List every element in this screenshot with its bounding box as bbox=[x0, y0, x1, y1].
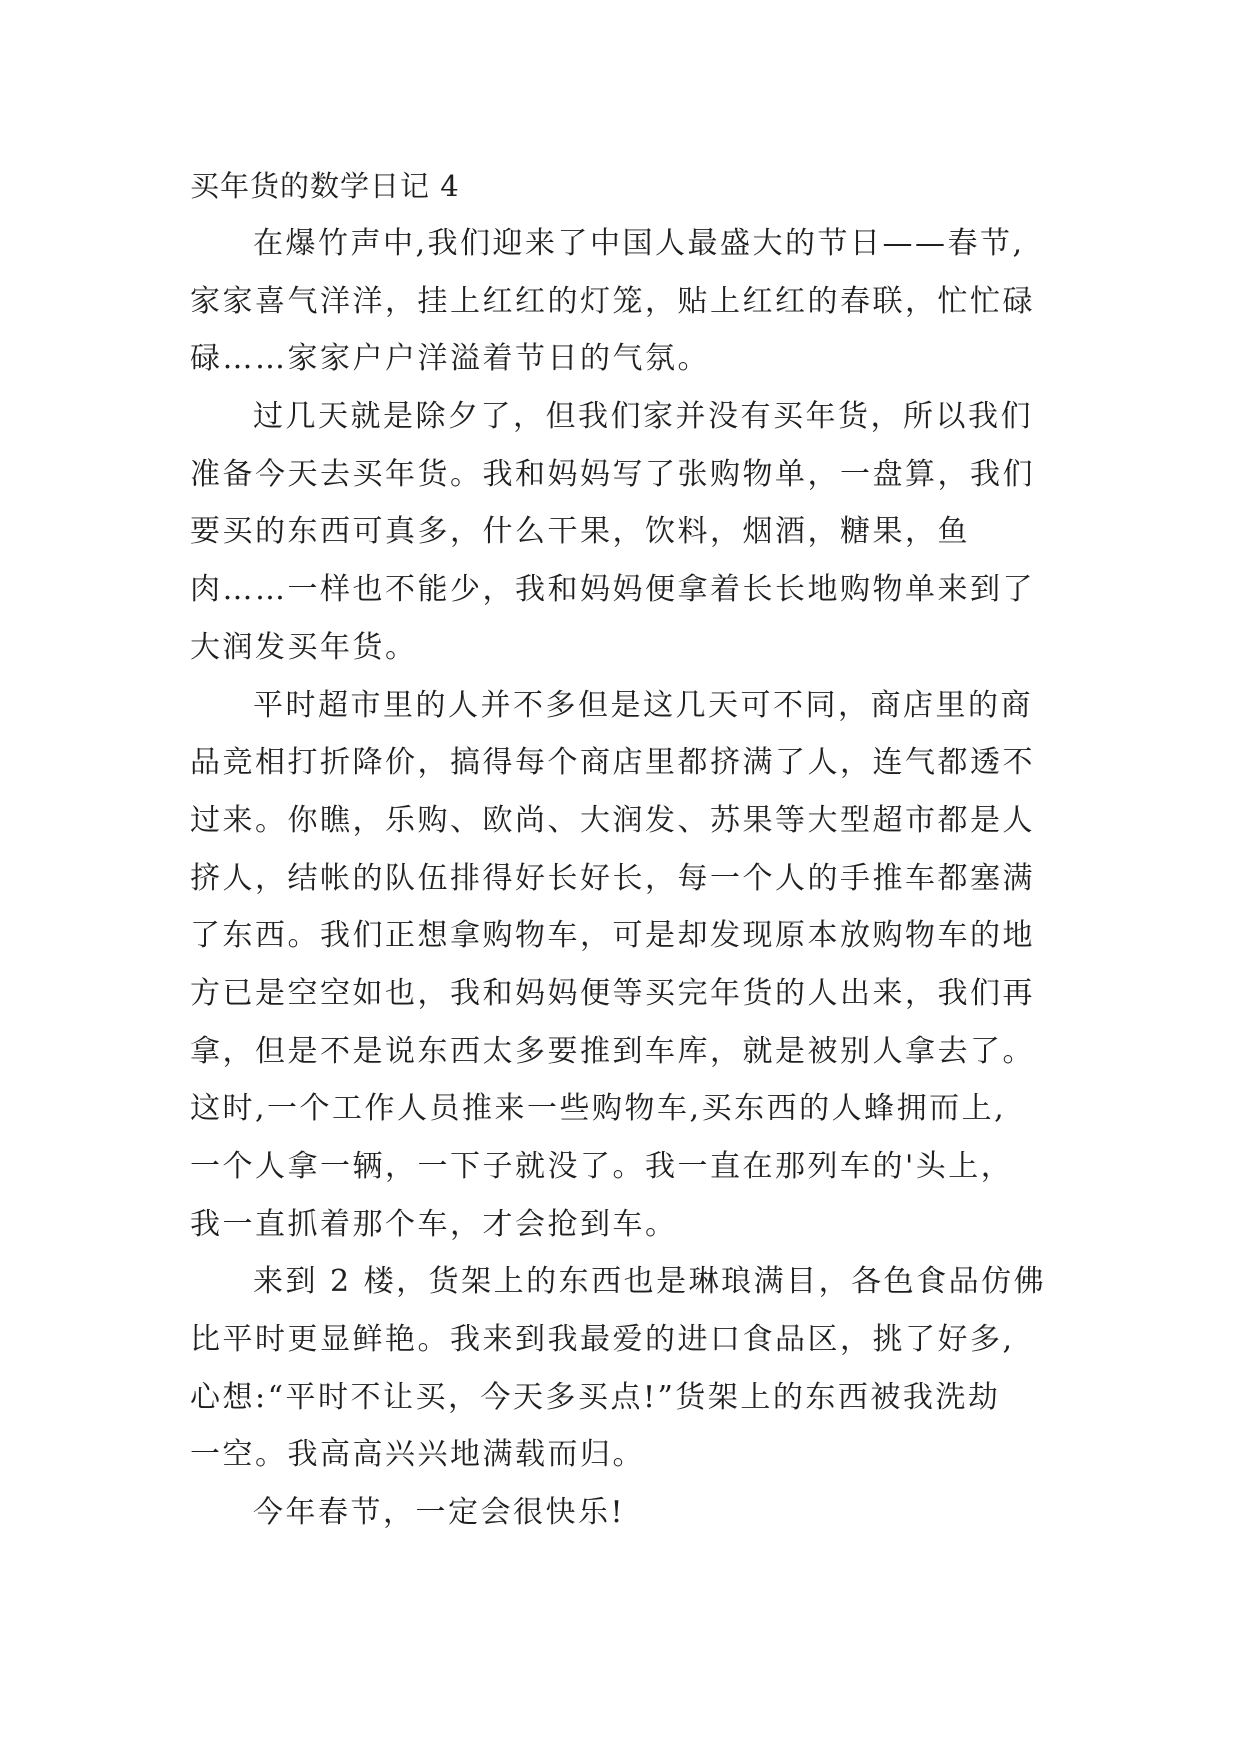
text-line: 来到 2 楼，货架上的东西也是琳琅满目，各色食品仿佛 bbox=[253, 1264, 1047, 1300]
document-body bbox=[190, 224, 1090, 1551]
text-line: 比平时更显鲜艳。我来到我最爱的进口食品区，挑了好多, bbox=[190, 1322, 1015, 1358]
text-line: 过几天就是除夕了，但我们家并没有买年货，所以我们 bbox=[253, 399, 1033, 435]
text-line: 碌……家家户户洋溢着节日的气氛。 bbox=[190, 341, 710, 377]
text-line: 了东西。我们正想拿购物车，可是却发现原本放购物车的地 bbox=[190, 918, 1035, 954]
text-line: 过来。你瞧，乐购、欧尚、大润发、苏果等大型超市都是人 bbox=[190, 802, 1035, 838]
text-line: 一个人拿一辆，一下子就没了。我一直在那列车的'头上， bbox=[190, 1149, 1014, 1184]
text-line: 在爆竹声中,我们迎来了中国人最盛大的节日——春节, bbox=[253, 226, 1025, 261]
text-line: 品竞相打折降价，搞得每个商店里都挤满了人，连气都透不 bbox=[190, 745, 1035, 781]
text-line: 要买的东西可真多，什么干果，饮料，烟酒，糖果，鱼 bbox=[190, 514, 970, 550]
text-line: 拿，但是不是说东西太多要推到车库，就是被别人拿去了。 bbox=[190, 1033, 1035, 1069]
text-line: 家家喜气洋洋，挂上红红的灯笼，贴上红红的春联，忙忙碌 bbox=[190, 283, 1035, 319]
document-title: 买年货的数学日记 4 bbox=[190, 169, 460, 203]
text-line: 肉……一样也不能少，我和妈妈便拿着长长地购物单来到了 bbox=[190, 572, 1035, 608]
text-line: 一空。我高高兴兴地满载而归。 bbox=[190, 1437, 645, 1473]
text-line: 今年春节，一定会很快乐! bbox=[253, 1495, 626, 1531]
text-line: 大润发买年货。 bbox=[190, 629, 418, 665]
text-line: 方已是空空如也，我和妈妈便等买完年货的人出来，我们再 bbox=[190, 975, 1035, 1011]
text-line: 平时超市里的人并不多但是这几天可不同，商店里的商 bbox=[253, 687, 1033, 723]
text-line: 我一直抓着那个车，才会抢到车。 bbox=[190, 1206, 678, 1242]
text-line: 这时,一个工作人员推来一些购物车,买东西的人蜂拥而上, bbox=[190, 1091, 1007, 1127]
text-line: 心想:“平时不让买，今天多买点!”货架上的东西被我洗劫 bbox=[190, 1379, 1001, 1415]
text-line: 挤人，结帐的队伍排得好长好长，每一个人的手推车都塞满 bbox=[190, 860, 1035, 896]
text-line: 准备今天去买年货。我和妈妈写了张购物单，一盘算，我们 bbox=[190, 456, 1035, 492]
